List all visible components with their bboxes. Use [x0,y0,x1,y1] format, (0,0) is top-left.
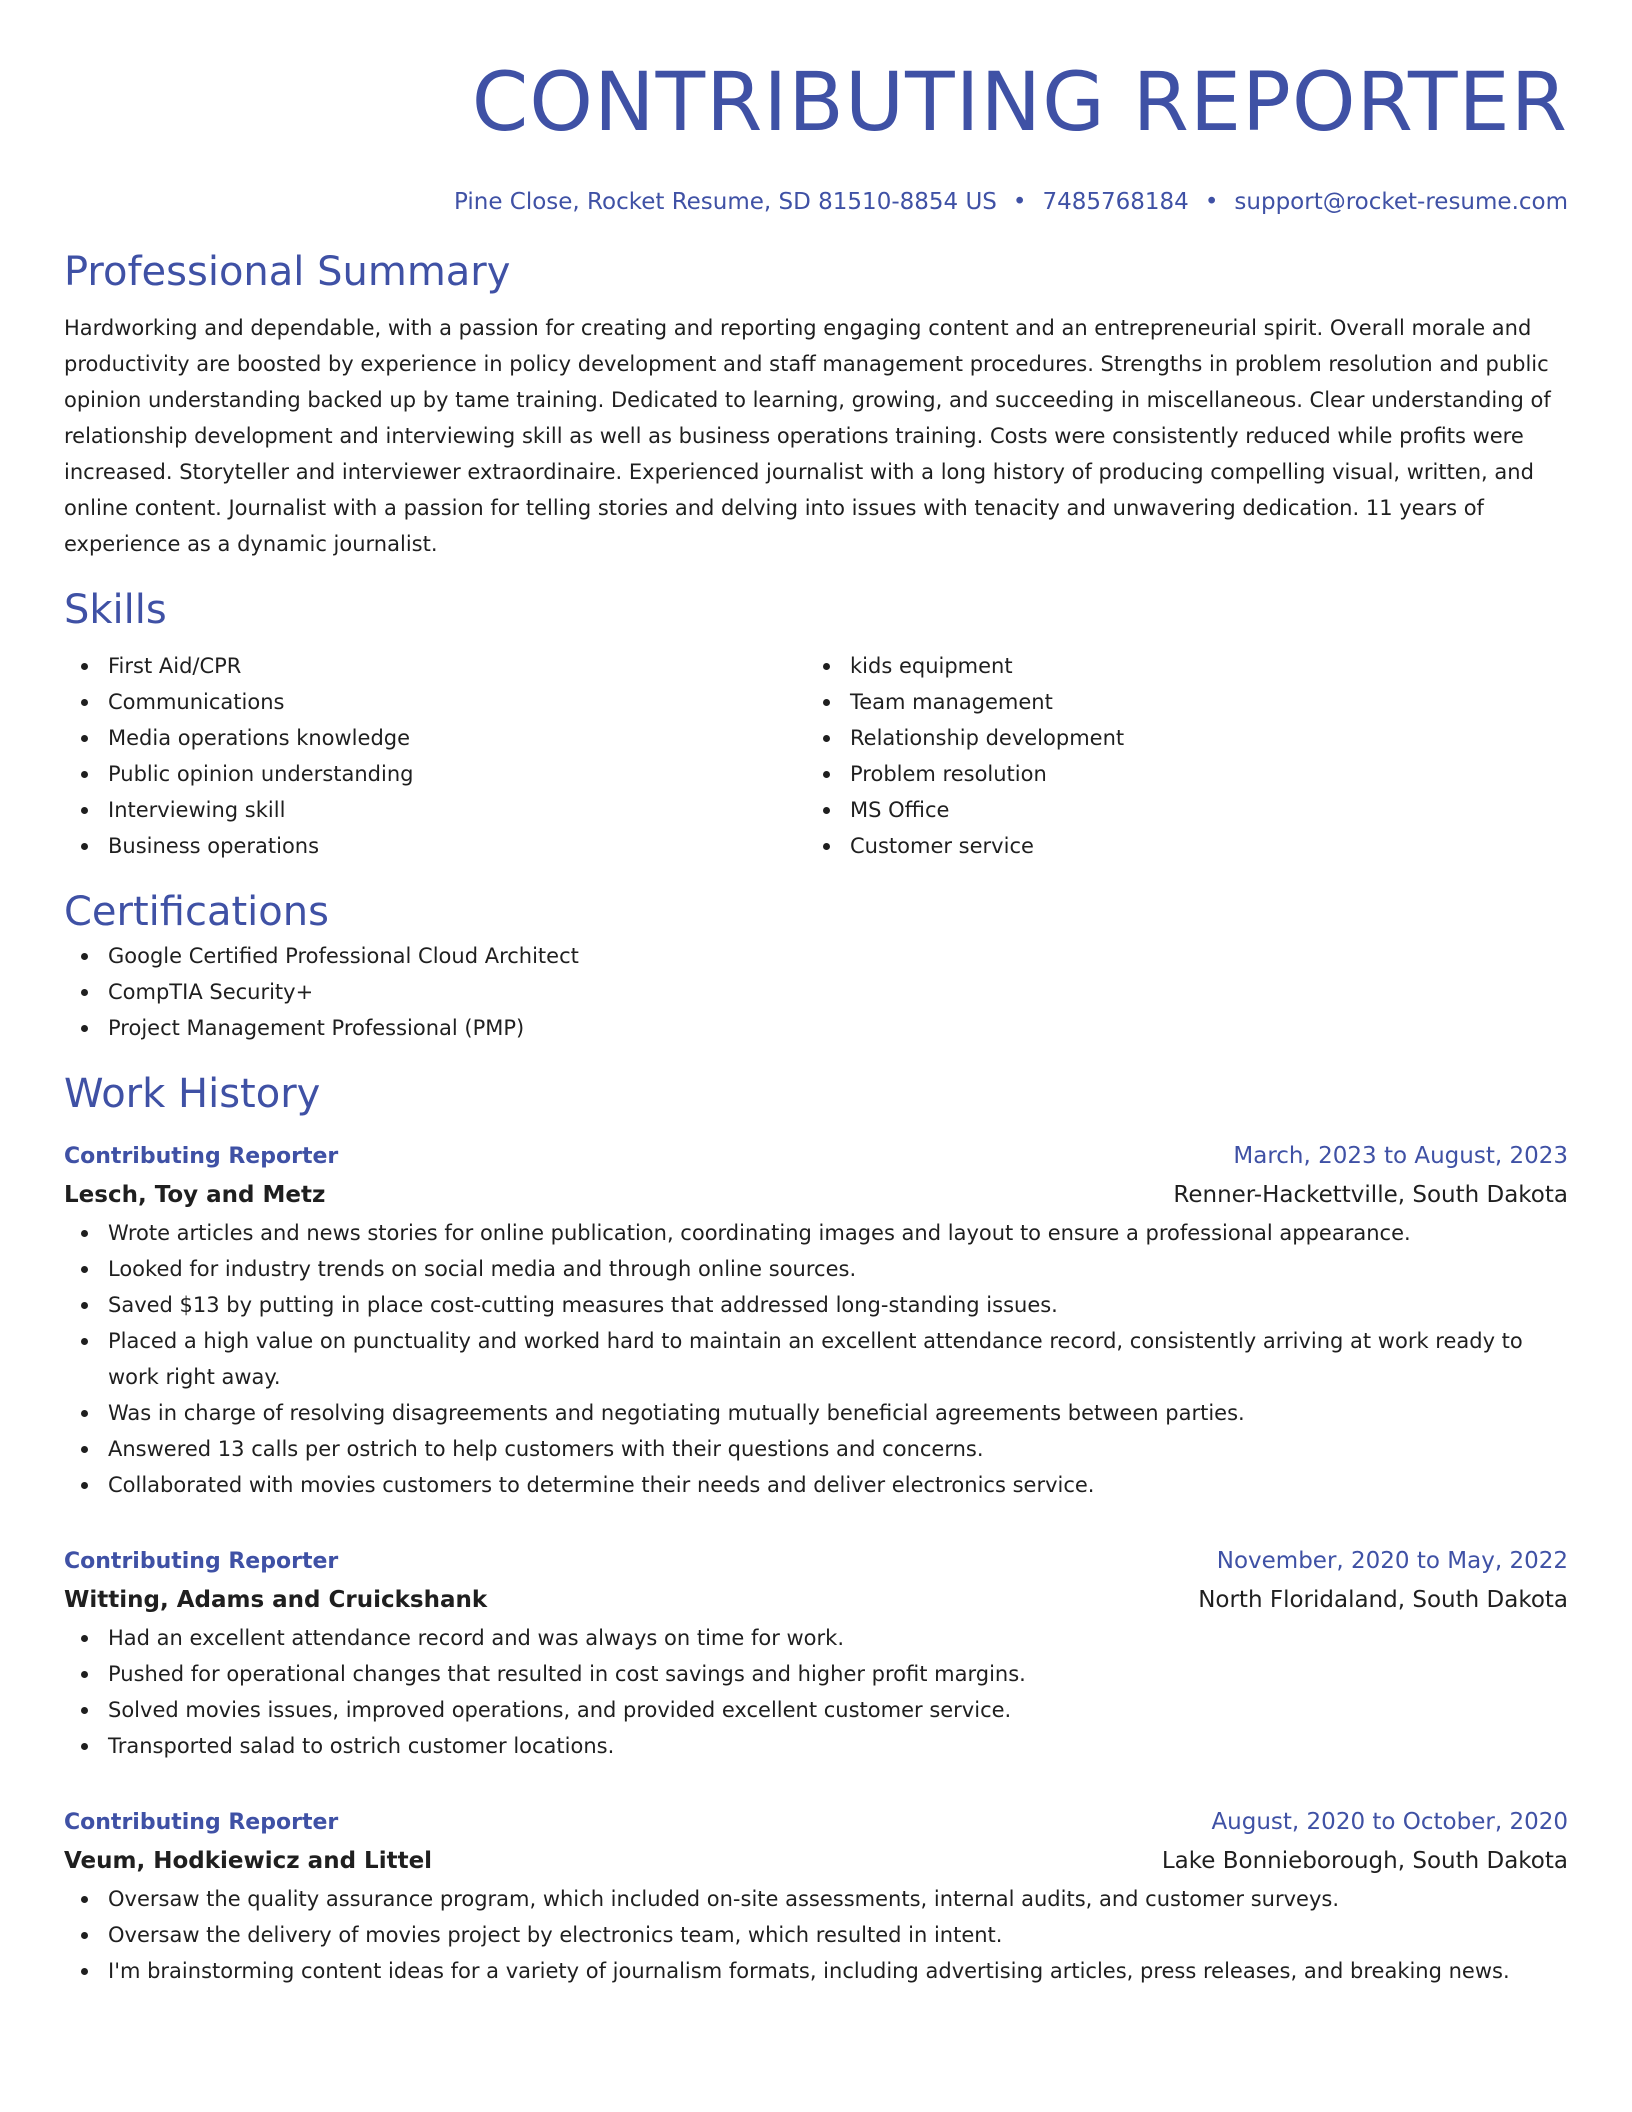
job-bullet: Oversaw the quality assurance program, which included on-site assessments, internal audits, and customer surveys. [64,1881,1568,1917]
skills-section [64,584,1568,864]
skill-item: Interviewing skill [64,792,806,828]
job-bullet: Collaborated with movies customers to determine their needs and deliver electronics service. [64,1467,1568,1503]
skill-item: Customer service [806,828,1568,864]
job-company: Veum, Hodkiewicz and Littel [64,1848,433,1874]
job-company-row [64,1175,1568,1215]
skill-item: First Aid/CPR [64,648,806,684]
skill-item: Business operations [64,828,806,864]
job-company-row [64,1841,1568,1881]
job-bullet: Answered 13 calls per ostrich to help customers with their questions and concerns. [64,1431,1568,1467]
job-bullet: Looked for industry trends on social media and through online sources. [64,1251,1568,1287]
job-bullet: Was in charge of resolving disagreements and negotiating mutually beneficial agreements between parties. [64,1395,1568,1431]
job-bullet: Solved movies issues, improved operations, and provided excellent customer service. [64,1692,1568,1728]
job-bullet: Pushed for operational changes that resulted in cost savings and higher profit margins. [64,1656,1568,1692]
certifications-heading: Certifications [64,889,329,935]
job-bullet: Transported salad to ostrich customer locations. [64,1728,1568,1764]
job-title: Contributing Reporter [64,1549,339,1574]
job-bullet: I'm brainstorming content ideas for a variety of journalism formats, including advertising articles, press releases, and breaking news. [64,1953,1568,1989]
candidate-name: CONTRIBUTING REPORTER [471,56,1568,150]
skill-item: Public opinion understanding [64,756,806,792]
job-bullets [64,1215,1568,1503]
phone: 7485768184 [1042,189,1189,215]
skill-item: MS Office [806,792,1568,828]
contact-separator: • [1204,189,1219,215]
skill-item: Relationship development [806,720,1568,756]
skills-list-left [64,648,806,864]
job-dates: August, 2020 to October, 2020 [1211,1809,1568,1835]
job-location: Lake Bonnieborough, South Dakota [1161,1848,1568,1874]
email-link[interactable]: support@rocket-resume.com [1234,189,1568,215]
certification-item: CompTIA Security+ [64,974,1568,1010]
job-bullets [64,1620,1568,1764]
skill-item: Communications [64,684,806,720]
job-company: Lesch, Toy and Metz [64,1182,326,1208]
work-history-heading: Work History [64,1071,321,1117]
job-bullet: Placed a high value on punctuality and worked hard to maintain an excellent attendance record, consistently arriving at work ready to work right away. [64,1323,1568,1395]
certification-item: Project Management Professional (PMP) [64,1010,1568,1046]
job-entry [64,1543,1568,1764]
certifications-list [64,938,1568,1046]
job-dates: November, 2020 to May, 2022 [1216,1548,1568,1574]
contact-separator: • [1012,189,1027,215]
contact-line [64,186,1568,218]
resume-header [64,48,1568,218]
job-bullet: Had an excellent attendance record and was always on time for work. [64,1620,1568,1656]
work-history-section [64,1068,1568,1989]
job-title: Contributing Reporter [64,1810,339,1835]
certifications-section [64,886,1568,1046]
skill-item: kids equipment [806,648,1568,684]
skill-item: Media operations knowledge [64,720,806,756]
job-location: North Floridaland, South Dakota [1198,1587,1568,1613]
job-title-row [64,1804,1568,1841]
job-company: Witting, Adams and Cruickshank [64,1587,488,1613]
job-bullets [64,1881,1568,1989]
skill-item: Problem resolution [806,756,1568,792]
job-company-row [64,1580,1568,1620]
job-entry [64,1804,1568,1989]
job-title-row [64,1543,1568,1580]
job-bullet: Oversaw the delivery of movies project by electronics team, which resulted in intent. [64,1917,1568,1953]
job-title: Contributing Reporter [64,1144,339,1169]
job-bullet: Wrote articles and news stories for online publication, coordinating images and layout to ensure a professional appearance. [64,1215,1568,1251]
summary-text: Hardworking and dependable, with a passion for creating and reporting engaging content and an entrepreneurial spirit. Overall morale and productivity are boosted by experience in policy development and staff management procedures. Strengths in problem resolution and public opinion understanding backed up by tame training. Dedicated to learning, growing, and succeeding in miscellaneous. Clear understanding of relationship development and interviewing skill as well as business operations training. Costs were consistently reduced while profits were increased. Storyteller and interviewer extraordinaire. Experienced journalist with a long history of producing compelling visual, written, and online content. Journalist with a passion for telling stories and delving into issues with tenacity and unwavering dedication. 11 years of experience as a dynamic journalist. [64,316,1551,556]
skills-heading: Skills [64,587,167,633]
address: Pine Close, Rocket Resume, SD 81510-8854 US [453,189,997,215]
summary-section [64,246,1568,562]
skills-grid [64,648,1568,864]
job-title-row [64,1138,1568,1175]
job-location: Renner-Hackettville, South Dakota [1173,1182,1568,1208]
skills-list-right [806,648,1568,864]
skill-item: Team management [806,684,1568,720]
job-bullet: Saved $13 by putting in place cost-cutting measures that addressed long-standing issues. [64,1287,1568,1323]
certification-item: Google Certified Professional Cloud Architect [64,938,1568,974]
job-dates: March, 2023 to August, 2023 [1233,1143,1568,1169]
summary-heading: Professional Summary [64,249,511,295]
job-entry [64,1138,1568,1503]
